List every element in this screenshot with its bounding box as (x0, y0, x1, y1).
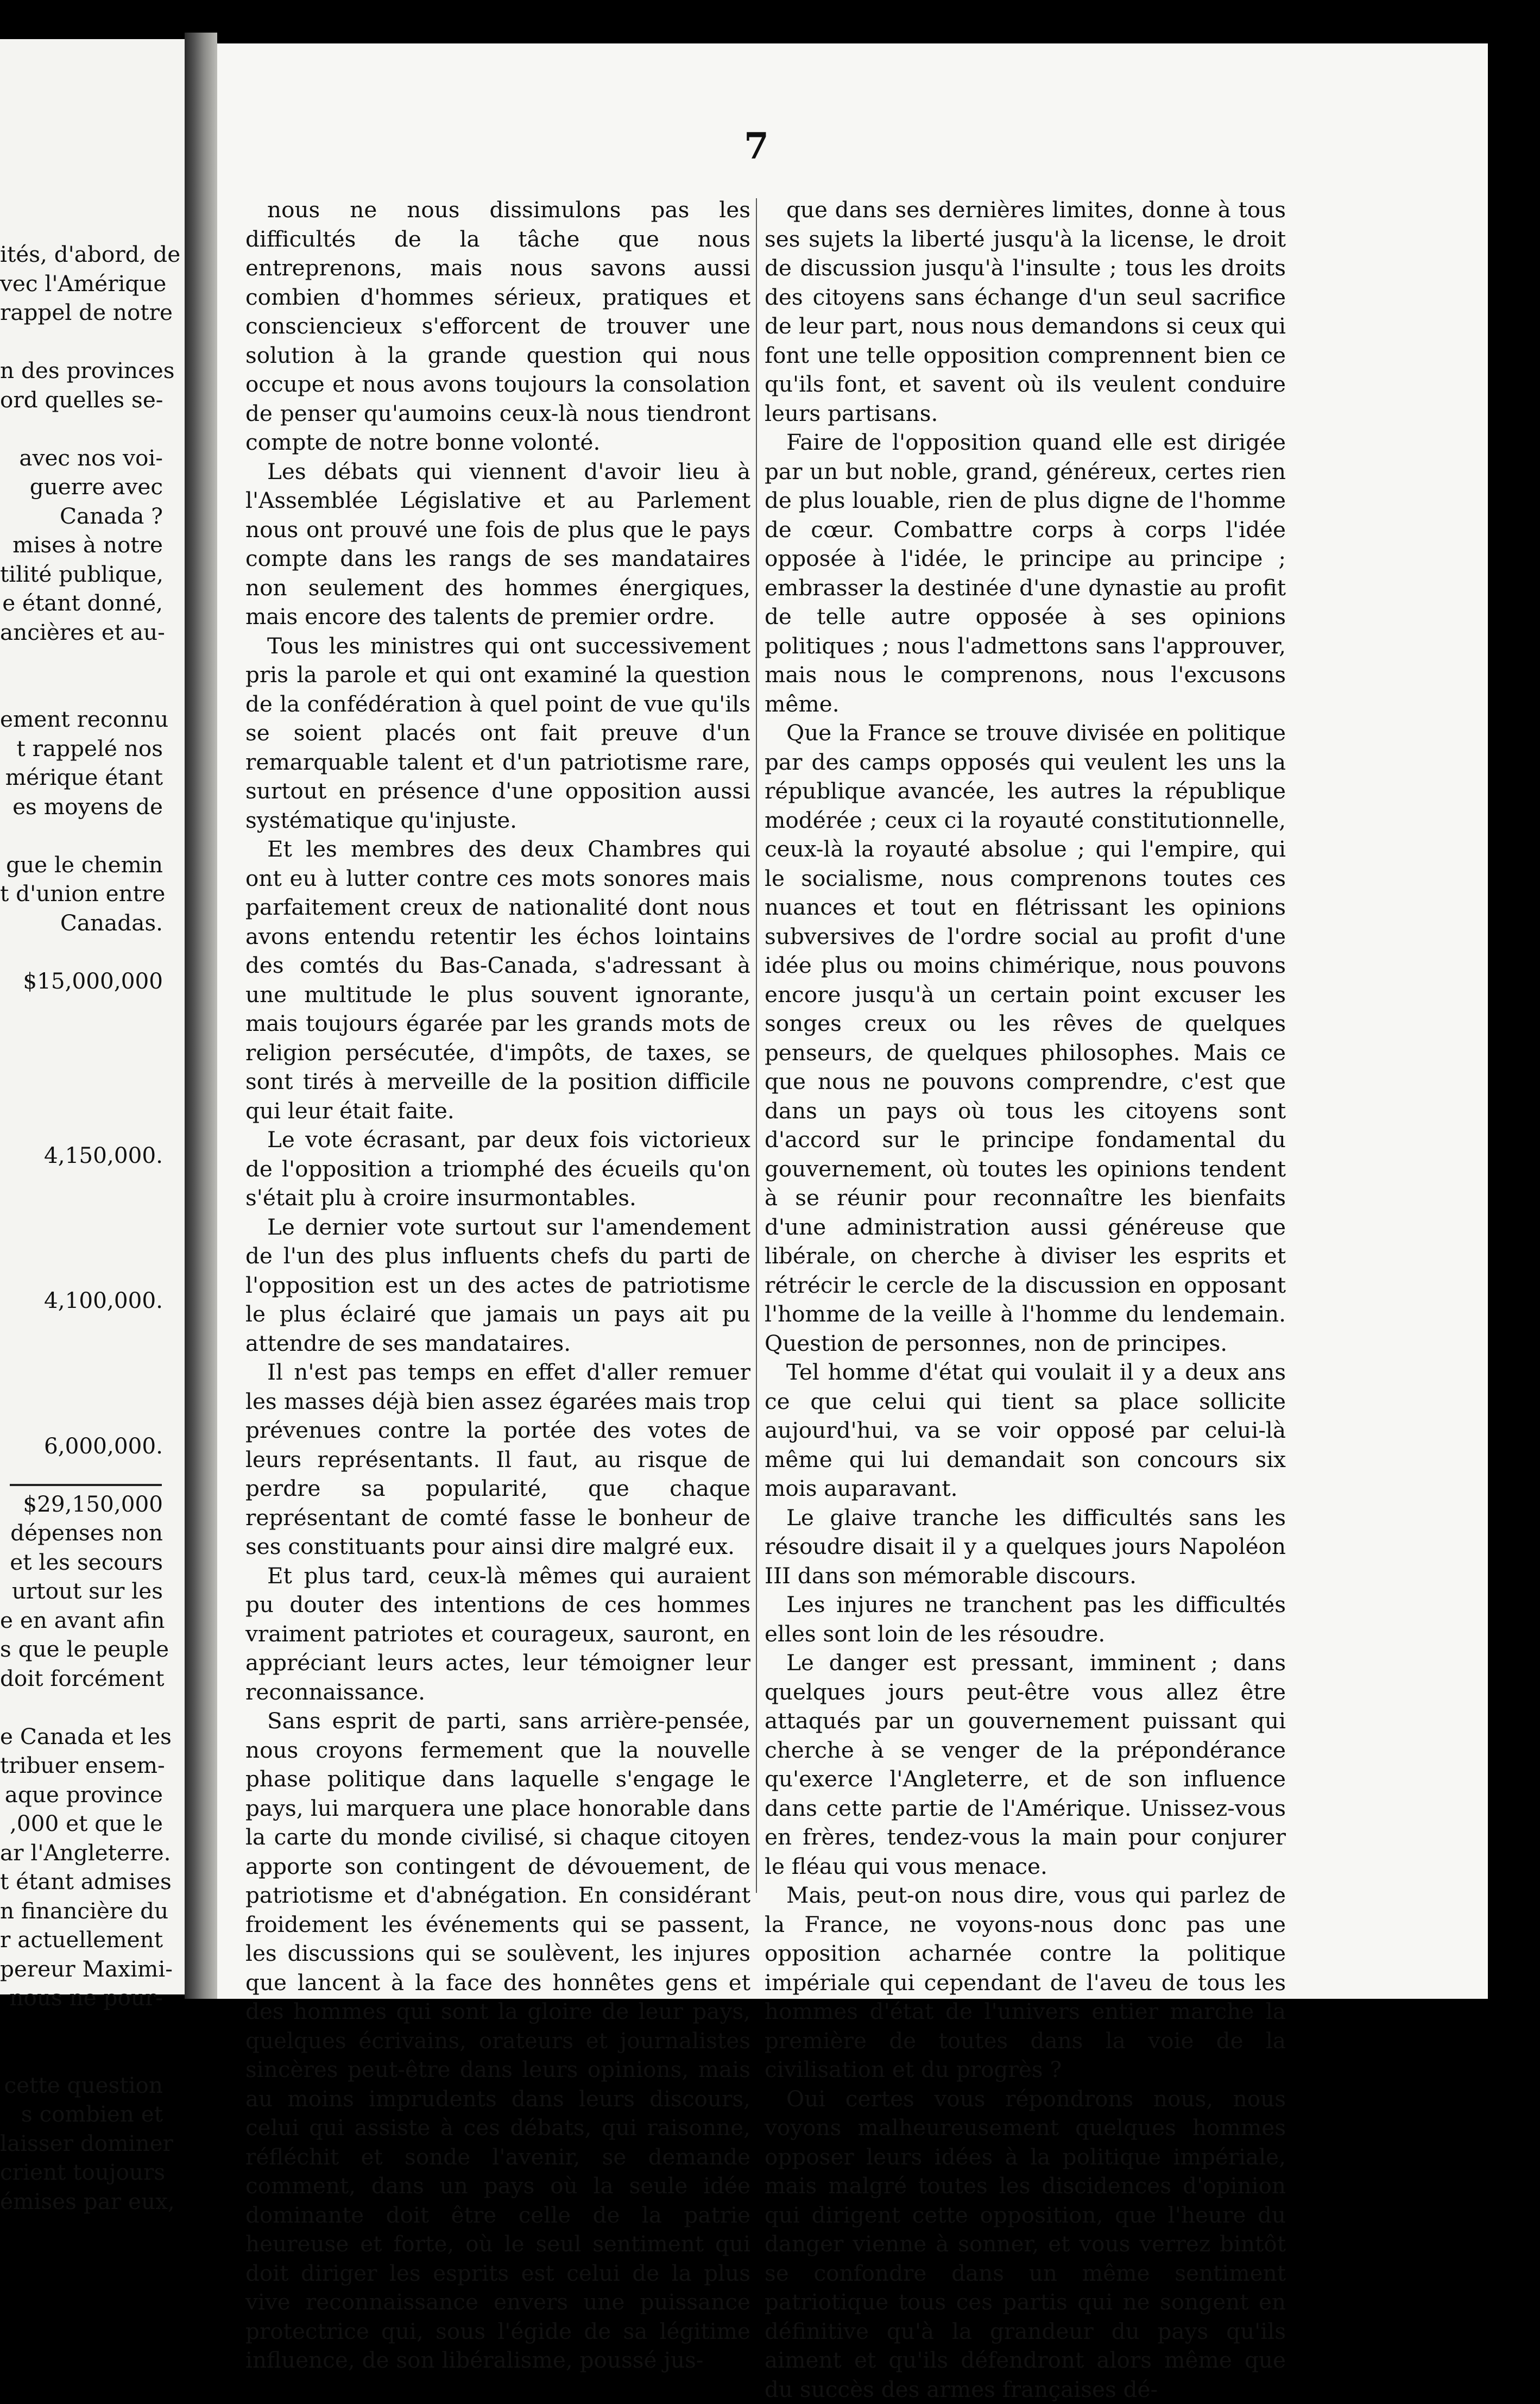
fragment-line: cette question (0, 2071, 163, 2100)
fragment-line (0, 2013, 163, 2042)
text-column-left (245, 196, 750, 2375)
fragment-line: Canadas. (0, 909, 163, 938)
fragment-line: tribuer ensem- (0, 1751, 163, 1780)
fragment-line: s que le peuple (0, 1635, 163, 1664)
fragment-line: aque province (0, 1780, 163, 1810)
book-gutter (185, 33, 217, 1999)
paragraph: Le danger est pressant, imminent ; dans quelques jours peut-être vous allez être attaqués par un gouvernement puissant qui cherche à se venger de la prépondérance qu'exerce l'Angleterre, et de son influence dans cette partie de l'Amérique. Unissez-vous en frères, tendez-vous la main pour conjurer le fléau qui vous menace. (765, 1648, 1286, 1881)
paragraph: que dans ses dernières limites, donne à tous ses sujets la liberté jusqu'à la license, le droit de discussion jusqu'à l'insulte ; tous les droits des citoyens sans échange d'un seul sacrifice de leur part, nous nous demandons si ceux qui font une telle opposition comprennent bien ce qu'ils font, et savent où ils veulent conduire leurs partisans. (765, 196, 1286, 428)
paragraph: Le vote écrasant, par deux fois victorieux de l'opposition a triomphé des écueils qu'on s'était plu à croire insurmontables. (245, 1125, 750, 1213)
column-divider (756, 198, 757, 1893)
previous-page-text (0, 240, 163, 2216)
fragment-line: urtout sur les (0, 1577, 163, 1606)
fragment-line: mises à notre (0, 531, 163, 560)
fragment-line (0, 2042, 163, 2071)
fragment-line: gue le chemin (0, 851, 163, 880)
fragment-line (0, 1316, 163, 1345)
fragment-line (0, 1112, 163, 1141)
fragment-line (0, 647, 163, 676)
fragment-line: r actuellement (0, 1925, 163, 1955)
fragment-line: et les secours (0, 1548, 163, 1577)
fragment-line: 4,100,000. (0, 1286, 163, 1316)
fragment-line (0, 1402, 163, 1432)
fragment-line: émises par eux, (0, 2187, 163, 2217)
fragment-line (0, 1344, 163, 1374)
fragment-line (0, 1199, 163, 1229)
fragment-line: avec nos voi- (0, 444, 163, 473)
fragment-line (0, 1257, 163, 1287)
fragment-line: n des provinces (0, 356, 163, 386)
paragraph: Sans esprit de parti, sans arrière-pensée, nous croyons fermement que la nouvelle phase politique dans laquelle s'engage le pays, lui marquera une place honorable dans la carte du monde civilisé, si chaque citoyen apporte son contingent de dévouement, de patriotisme et d'abnégation. En considérant froidement les événements qui se passent, les discussions qui se soulèvent, les injures que lancent à la face des honnêtes gens et des hommes qui sont la gloire de leur pays, quelques écrivains, orateurs et journalistes sincères peut-être dans leurs opinions, mais au moins imprudents dans leurs discours, celui qui assiste à ces débats, qui raisonne, réfléchit et sonde l'avenir, se demande comment, dans un pays où la seule idée dominante doit être celle de la patrie heureuse et forte, où le seul sentiment qui doit diriger les esprits est celui de la plus vive reconnaissance envers une puissance protectrice qui, sous l'égide de sa légitime influence, de son libéralisme, poussé jus- (245, 1707, 750, 2375)
paragraph: Les débats qui viennent d'avoir lieu à l'Assemblée Législative et au Parlement nous ont prouvé une fois de plus que le pays compte dans les rangs de ses mandataires non seulement des hommes énergiques, mais encore des talents de premier ordre. (245, 457, 750, 632)
fragment-line: guerre avec (0, 473, 163, 502)
fragment-line: tilité publique, (0, 560, 163, 589)
paragraph: Il n'est pas temps en effet d'aller remuer les masses déjà bien assez égarées mais trop prévenues contre la portée des votes de leurs représentants. Il faut, au risque de perdre sa popularité, que chaque représentant de comté fasse le bonheur de ses constituants pour ainsi dire malgré eux. (245, 1358, 750, 1562)
fragment-line: ord quelles se- (0, 386, 163, 415)
fragment-line (0, 1693, 163, 1722)
fragment-line: nous ne pour- (0, 1984, 163, 2013)
fragment-line (0, 414, 163, 444)
fragment-line: e étant donné, (0, 589, 163, 618)
fragment-line: $29,150,000 (0, 1490, 163, 1519)
fragment-line (0, 996, 163, 1025)
fragment-line: ités, d'abord, de (0, 240, 163, 269)
fragment-line: rappel de notre (0, 298, 163, 328)
paragraph: Oui certes vous répondrons nous, nous voyons malheureusement quelques hommes opposer leurs idées à la politique impériale, mais malgré toutes les discidences d'opinion qui dirigent cette opposition, que l'heure du danger vienne à sonner, et vous verrez bintôt se confondre dans un même sentiment patriotique tous ces partis qui ne songent en définitive qu'à la grandeur du pays qu'ils aiment et qu'ils défendront alors même que du succès des armes françaises dé- (765, 2085, 1286, 2404)
fragment-line: $15,000,000 (0, 967, 163, 996)
fragment-line: 4,150,000. (0, 1141, 163, 1170)
fragment-line: t rappelé nos (0, 734, 163, 764)
fragment-line: ,000 et que le (0, 1809, 163, 1839)
paragraph: Le dernier vote surtout sur l'amendement de l'un des plus influents chefs du parti de l'opposition est un des actes de patriotisme le plus éclairé que jamais un pays ait pu attendre de ses mandataires. (245, 1213, 750, 1358)
paragraph: Et les membres des deux Chambres qui ont eu à lutter contre ces mots sonores mais parfaitement creux de nationalité dont nous avons entendu retentir les échos lointains des comtés du Bas-Canada, s'adressant à une multitude le plus souvent ignorante, mais toujours égarée par les grands mots de religion persécutée, d'impôts, de taxes, se sont tirés à merveille de la position difficile qui leur était faite. (245, 835, 750, 1125)
paragraph: Tous les ministres qui ont successivement pris la parole et qui ont examiné la question de la confédération à quel point de vue qu'ils se soient placés ont fait preuve d'un remarquable talent et d'un patriotisme rare, surtout en présence d'une opposition aussi systématique qu'injuste. (245, 632, 750, 835)
fragment-line: laisser dominer (0, 2129, 163, 2158)
fragment-line (0, 821, 163, 851)
fragment-line: es moyens de (0, 792, 163, 822)
fragment-line: ement reconnu (0, 705, 163, 734)
sum-rule (10, 1484, 162, 1486)
paragraph: Les injures ne tranchent pas les difficultés elles sont loin de les résoudre. (765, 1590, 1286, 1648)
fragment-line: ancières et au- (0, 618, 163, 647)
fragment-line (0, 937, 163, 967)
text-column-right (765, 196, 1286, 2404)
fragment-line: dépenses non (0, 1519, 163, 1548)
fragment-line (0, 1054, 163, 1083)
paragraph: Faire de l'opposition quand elle est dirigée par un but noble, grand, généreux, certes rien de plus louable, rien de plus digne de l'homme de cœur. Combattre corps à corps l'idée opposée à l'idée, le principe au principe ; embrasser la destinée d'une dynastie au profit de telle autre opposée à ses opinions politiques ; nous l'admettons sans l'approuver, mais nous le comprenons, nous l'excusons même. (765, 428, 1286, 719)
fragment-line (0, 1025, 163, 1054)
fragment-line (0, 1228, 163, 1257)
fragment-line (0, 1170, 163, 1199)
fragment-line (0, 1083, 163, 1112)
fragment-line: e Canada et les (0, 1722, 163, 1752)
fragment-line: mérique étant (0, 763, 163, 792)
fragment-line (0, 1374, 163, 1403)
fragment-line: e en avant afin (0, 1606, 163, 1635)
fragment-line: n financière du (0, 1897, 163, 1926)
fragment-line (0, 676, 163, 706)
paragraph: Que la France se trouve divisée en politique par des camps opposés qui veulent les uns la république avancée, les autres la république modérée ; ceux ci la royauté constitutionnelle, ceux-là la royauté absolue ; qui l'empire, qui le socialisme, nous comprenons toutes ces nuances et tout en flétrissant les opinions subversives de l'ordre social au profit d'une idée plus ou moins chimérique, nous pouvons encore jusqu'à un certain point excuser les songes creux ou les rêves de quelques penseurs, de quelques philosophes. Mais ce que nous ne pouvons comprendre, c'est que dans un pays où tous les citoyens sont d'accord sur le principe fondamental du gouvernement, où toutes les opinions tendent à se réunir pour reconnaître les bienfaits d'une administration aussi généreuse que libérale, on cherche à diviser les esprits et rétrécir le cercle de la discussion en opposant l'homme de la veille à l'homme du lendemain. Question de personnes, non de principes. (765, 719, 1286, 1358)
paragraph: Mais, peut-on nous dire, vous qui parlez de la France, ne voyons-nous donc pas une opposition acharnée contre la politique impériale qui cependant de l'aveu de tous les hommes d'état de l'univers entier marche la première de toutes dans la voie de la civilisation et du progrès ? (765, 1881, 1286, 2085)
fragment-line: t étant admises (0, 1867, 163, 1897)
fragment-line: pereur Maximi- (0, 1955, 163, 1984)
fragment-line: t d'union entre (0, 879, 163, 909)
fragment-line: ar l'Angleterre. (0, 1839, 163, 1868)
fragment-line: crient toujours (0, 2158, 163, 2187)
fragment-line: 6,000,000. (0, 1432, 163, 1461)
paragraph: Tel homme d'état qui voulait il y a deux ans ce que celui qui tient sa place sollicite aujourd'hui, va se voir opposé par celui-là même qui lui demandait son concours six mois auparavant. (765, 1358, 1286, 1503)
page-number: 7 (744, 125, 769, 167)
paragraph: Le glaive tranche les difficultés sans les résoudre disait il y a quelques jours Napoléon III dans son mémorable discours. (765, 1503, 1286, 1591)
fragment-line: doit forcément (0, 1664, 163, 1694)
fragment-line: s combien et (0, 2100, 163, 2129)
fragment-line: Canada ? (0, 502, 163, 531)
paragraph: nous ne nous dissimulons pas les difficultés de la tâche que nous entreprenons, mais nous savons aussi combien d'hommes sérieux, pratiques et consciencieux s'efforcent de trouver une solution à la grande question qui nous occupe et nous avons toujours la consolation de penser qu'aumoins ceux-là nous tiendront compte de notre bonne volonté. (245, 196, 750, 457)
previous-page-fragment (0, 39, 185, 1994)
fragment-line: vec l'Amérique (0, 269, 163, 299)
paragraph: Et plus tard, ceux-là mêmes qui auraient pu douter des intentions de ces hommes vraiment patriotes et courageux, sauront, en appréciant leurs actes, leur témoigner leur reconnaissance. (245, 1562, 750, 1707)
fragment-line (0, 328, 163, 357)
